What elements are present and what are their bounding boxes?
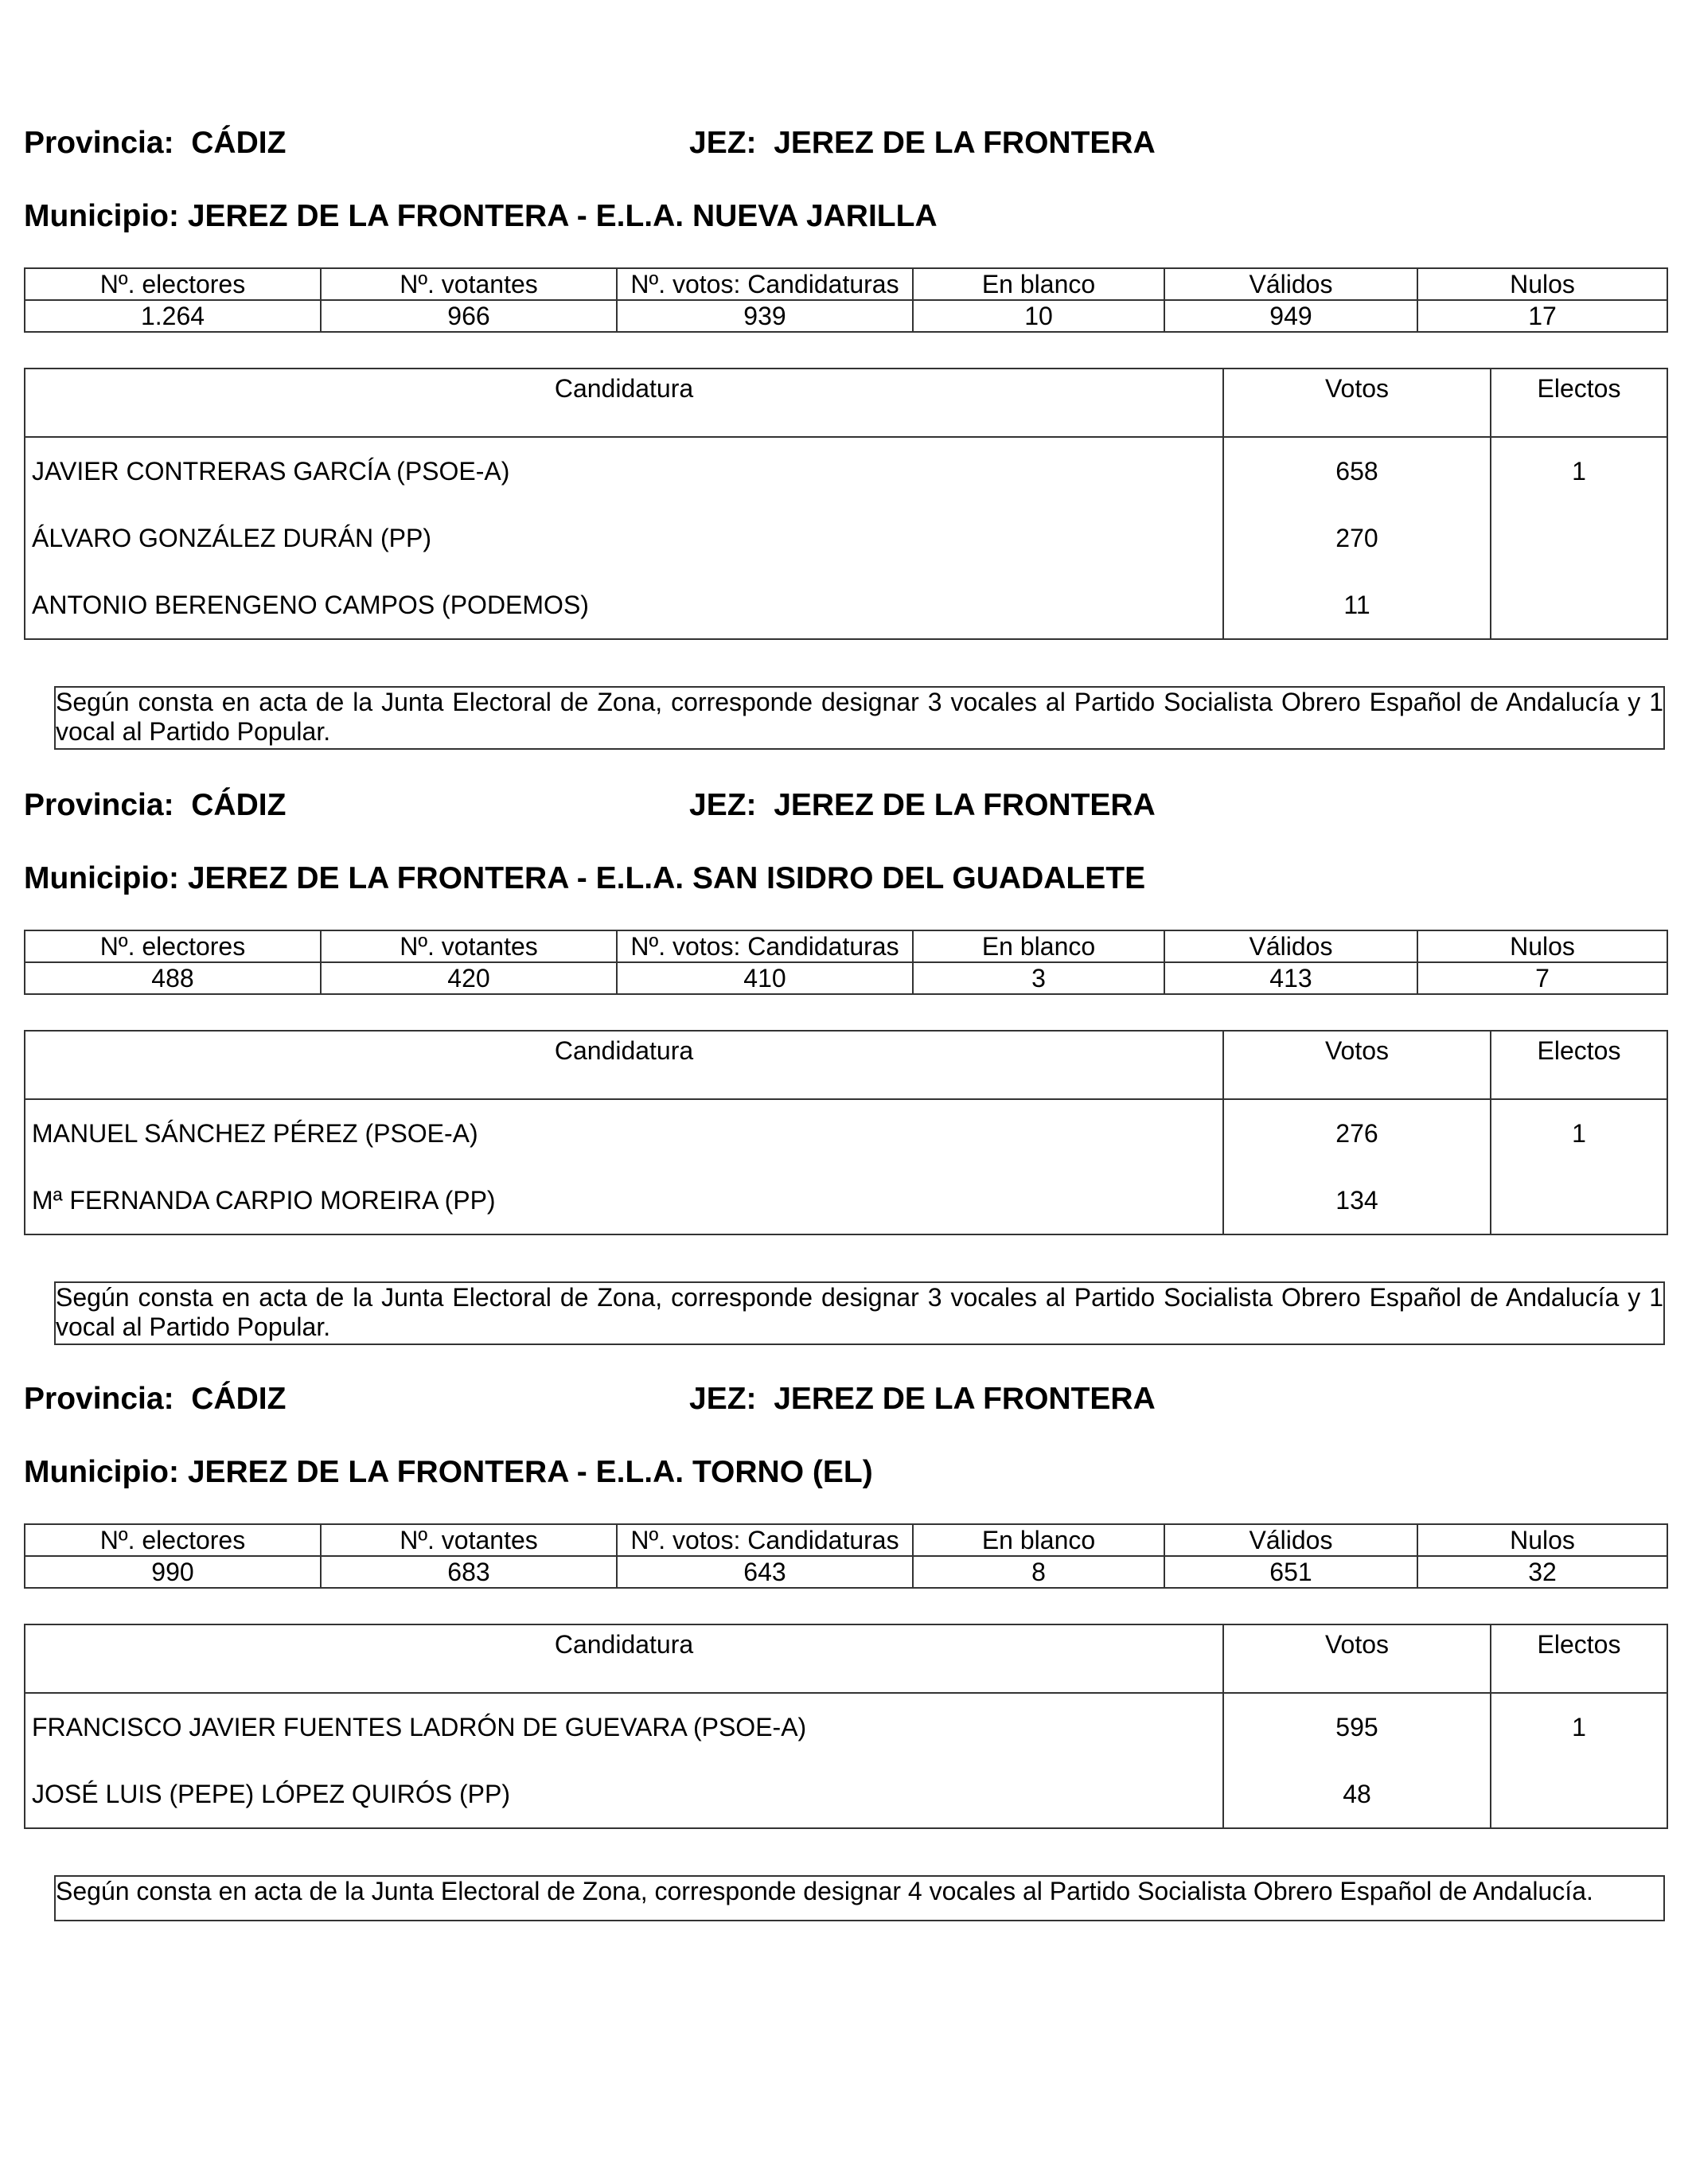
electos-header: Electos (1491, 369, 1667, 437)
candidate-electos (1491, 571, 1667, 639)
stats-value-cell: 420 (321, 962, 617, 994)
stats-value-cell: 990 (25, 1556, 321, 1588)
candidate-electos (1491, 1167, 1667, 1234)
jez: JEZ: JEREZ DE LA FRONTERA (689, 126, 1156, 160)
candidate-name: FRANCISCO JAVIER FUENTES LADRÓN DE GUEVARA (PSOE-A) (25, 1693, 1223, 1761)
candidate-row (25, 505, 1667, 571)
candidate-row (25, 1167, 1667, 1234)
stats-value-cell: 413 (1164, 962, 1417, 994)
stats-table (24, 267, 1668, 333)
candidate-row (25, 1693, 1667, 1761)
stats-header-cell: Válidos (1164, 930, 1417, 962)
stats-header-cell: Válidos (1164, 1524, 1417, 1556)
stats-value-cell: 949 (1164, 300, 1417, 332)
stats-value-cell: 17 (1417, 300, 1667, 332)
stats-value-cell: 7 (1417, 962, 1667, 994)
candidate-electos: 1 (1491, 1099, 1667, 1167)
candidate-name: Mª FERNANDA CARPIO MOREIRA (PP) (25, 1167, 1223, 1234)
electos-header: Electos (1491, 1031, 1667, 1099)
stats-header-cell: Nº. votos: Candidaturas (617, 268, 913, 300)
stats-header-cell: En blanco (913, 268, 1164, 300)
candidate-electos (1491, 1761, 1667, 1828)
candidate-name: JAVIER CONTRERAS GARCÍA (PSOE-A) (25, 437, 1223, 505)
stats-header-cell: Nº. votantes (321, 1524, 617, 1556)
province-line (24, 126, 1667, 174)
province-line (24, 788, 1667, 836)
stats-value-cell: 8 (913, 1556, 1164, 1588)
candidates-header-row (25, 1624, 1667, 1693)
municipality-title: Municipio: JEREZ DE LA FRONTERA - E.L.A. SAN ISIDRO DEL GUADALETE (24, 861, 1146, 895)
stats-value-cell: 488 (25, 962, 321, 994)
jez: JEZ: JEREZ DE LA FRONTERA (689, 788, 1156, 822)
candidatura-header: Candidatura (25, 1624, 1223, 1693)
electos-header: Electos (1491, 1624, 1667, 1693)
candidates-table (24, 368, 1668, 640)
stats-header-cell: Nº. votantes (321, 268, 617, 300)
stats-header-cell: Nulos (1417, 268, 1667, 300)
stats-value-cell: 643 (617, 1556, 913, 1588)
stats-header-row (25, 930, 1667, 962)
stats-header-cell: En blanco (913, 930, 1164, 962)
stats-header-cell: Nº. votantes (321, 930, 617, 962)
province: Provincia: CÁDIZ (24, 1382, 287, 1416)
votos-header: Votos (1223, 369, 1491, 437)
stats-value-row (25, 300, 1667, 332)
stats-header-cell: Nº. electores (25, 268, 321, 300)
stats-table (24, 1523, 1668, 1589)
candidates-table (24, 1030, 1668, 1235)
stats-value-cell: 3 (913, 962, 1164, 994)
stats-value-cell: 1.264 (25, 300, 321, 332)
candidate-name: ANTONIO BERENGENO CAMPOS (PODEMOS) (25, 571, 1223, 639)
stats-header-cell: Nº. votos: Candidaturas (617, 930, 913, 962)
candidate-votes: 595 (1223, 1693, 1491, 1761)
stats-value-cell: 10 (913, 300, 1164, 332)
stats-value-cell: 683 (321, 1556, 617, 1588)
municipality-title: Municipio: JEREZ DE LA FRONTERA - E.L.A. TORNO (EL) (24, 1455, 873, 1489)
stats-header-cell: Nº. electores (25, 1524, 321, 1556)
candidate-row (25, 1099, 1667, 1167)
votos-header: Votos (1223, 1031, 1491, 1099)
stats-value-cell: 939 (617, 300, 913, 332)
province: Provincia: CÁDIZ (24, 788, 287, 822)
stats-value-cell: 651 (1164, 1556, 1417, 1588)
stats-header-cell: Nulos (1417, 1524, 1667, 1556)
stats-header-row (25, 1524, 1667, 1556)
province: Provincia: CÁDIZ (24, 126, 287, 160)
candidate-votes: 134 (1223, 1167, 1491, 1234)
candidate-name: ÁLVARO GONZÁLEZ DURÁN (PP) (25, 505, 1223, 571)
candidate-votes: 276 (1223, 1099, 1491, 1167)
jez-note: Según consta en acta de la Junta Electoral de Zona, corresponde designar 3 vocales al Partido Socialista Obrero Español de Andalucía y 1 vocal al Partido Popular. (54, 1281, 1665, 1345)
stats-value-cell: 966 (321, 300, 617, 332)
candidate-name: JOSÉ LUIS (PEPE) LÓPEZ QUIRÓS (PP) (25, 1761, 1223, 1828)
candidate-name: MANUEL SÁNCHEZ PÉREZ (PSOE-A) (25, 1099, 1223, 1167)
stats-value-row (25, 1556, 1667, 1588)
jez-note: Según consta en acta de la Junta Electoral de Zona, corresponde designar 4 vocales al Partido Socialista Obrero Español de Andalucía. (54, 1875, 1665, 1921)
candidate-row (25, 1761, 1667, 1828)
stats-value-row (25, 962, 1667, 994)
province-line (24, 1382, 1667, 1429)
stats-value-cell: 32 (1417, 1556, 1667, 1588)
jez-note: Según consta en acta de la Junta Electoral de Zona, corresponde designar 3 vocales al Partido Socialista Obrero Español de Andalucía y 1 vocal al Partido Popular. (54, 686, 1665, 750)
candidate-electos (1491, 505, 1667, 571)
candidates-header-row (25, 1031, 1667, 1099)
candidates-table (24, 1624, 1668, 1829)
stats-header-cell: Nº. votos: Candidaturas (617, 1524, 913, 1556)
votos-header: Votos (1223, 1624, 1491, 1693)
candidate-votes: 48 (1223, 1761, 1491, 1828)
candidate-row (25, 571, 1667, 639)
candidate-row (25, 437, 1667, 505)
municipality-title: Municipio: JEREZ DE LA FRONTERA - E.L.A. NUEVA JARILLA (24, 199, 938, 233)
stats-header-cell: Válidos (1164, 268, 1417, 300)
stats-header-row (25, 268, 1667, 300)
stats-value-cell: 410 (617, 962, 913, 994)
candidatura-header: Candidatura (25, 369, 1223, 437)
jez: JEZ: JEREZ DE LA FRONTERA (689, 1382, 1156, 1416)
stats-header-cell: Nulos (1417, 930, 1667, 962)
stats-header-cell: En blanco (913, 1524, 1164, 1556)
stats-header-cell: Nº. electores (25, 930, 321, 962)
candidate-votes: 270 (1223, 505, 1491, 571)
stats-table (24, 930, 1668, 995)
candidate-votes: 658 (1223, 437, 1491, 505)
candidate-votes: 11 (1223, 571, 1491, 639)
candidatura-header: Candidatura (25, 1031, 1223, 1099)
candidate-electos: 1 (1491, 437, 1667, 505)
candidates-header-row (25, 369, 1667, 437)
candidate-electos: 1 (1491, 1693, 1667, 1761)
